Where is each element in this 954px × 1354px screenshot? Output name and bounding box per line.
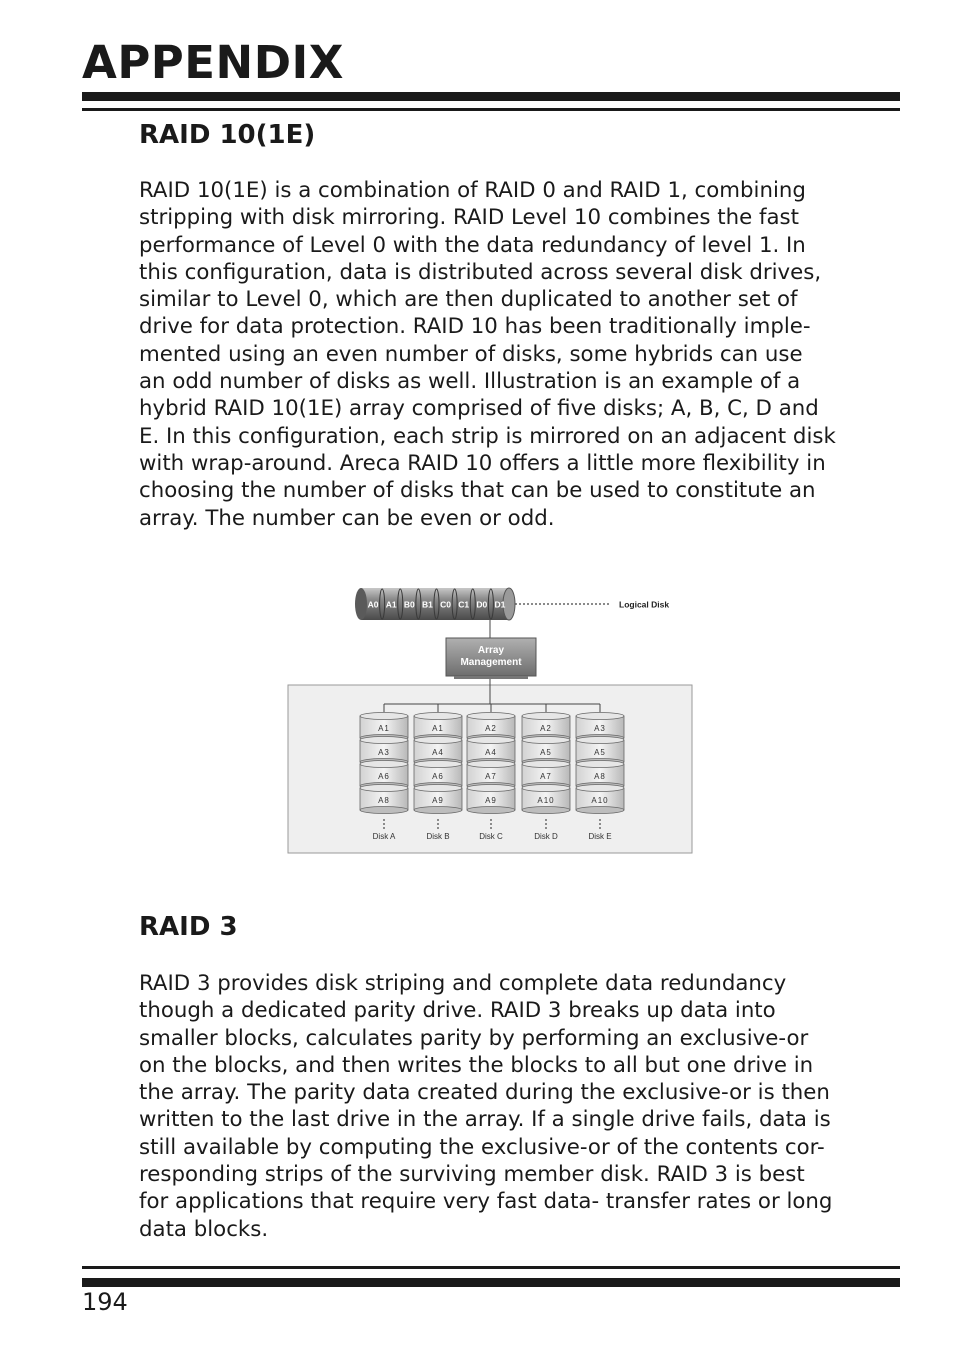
header-rule-thin <box>82 108 900 111</box>
disk-block-top <box>360 713 408 720</box>
text-line: for applications that require very fast data- transfer rates or long <box>139 1189 833 1215</box>
logical-disk <box>355 588 515 620</box>
text-line: the array. The parity data created during the exclusive-or is then <box>139 1080 830 1106</box>
continuation-dot <box>545 819 547 821</box>
continuation-dot <box>437 819 439 821</box>
disk-label: Disk A <box>372 832 396 841</box>
disk-block-label: A9 <box>432 796 444 805</box>
logical-segment-label: B1 <box>422 599 433 610</box>
section-heading-raid3: RAID 3 <box>139 912 238 942</box>
disk-block-top <box>467 761 515 768</box>
text-line: smaller blocks, calculates parity by performing an exclusive-or <box>139 1025 809 1051</box>
disk-block-top <box>414 761 462 768</box>
page-number: 194 <box>82 1288 128 1316</box>
text-line: written to the last drive in the array. If a single drive fails, data is <box>139 1107 831 1133</box>
disk-block-label: A1 <box>378 724 390 733</box>
continuation-dot <box>383 827 385 829</box>
disk-block-top <box>467 737 515 744</box>
continuation-dot <box>545 827 547 829</box>
continuation-dot <box>383 819 385 821</box>
text-line: performance of Level 0 with the data redundancy of level 1. In <box>139 232 806 258</box>
text-line: still available by computing the exclusive-or of the contents cor- <box>139 1134 825 1160</box>
logical-segment-label: A1 <box>385 599 397 610</box>
disk-block-top <box>522 737 570 744</box>
disk-block-edge <box>576 807 624 814</box>
disk-block-top <box>576 737 624 744</box>
disk-block-label: A5 <box>540 748 552 757</box>
disk-block-label: A10 <box>591 796 609 805</box>
continuation-dot <box>437 827 439 829</box>
disk-block-label: A9 <box>485 796 497 805</box>
disk-block-label: A4 <box>432 748 444 757</box>
disk-label: Disk E <box>588 832 612 841</box>
disk-block-edge <box>414 807 462 814</box>
logical-segment-label: C0 <box>440 599 451 610</box>
text-line: array. The number can be even or odd. <box>139 505 555 531</box>
disk-block-top <box>576 713 624 720</box>
page-title: APPENDIX <box>82 36 344 89</box>
text-line: hybrid RAID 10(1E) array comprised of five disks; A, B, C, D and <box>139 396 819 422</box>
disk-block-label: A7 <box>540 772 552 781</box>
text-line: RAID 10(1E) is a combination of RAID 0 and RAID 1, combining <box>139 178 806 203</box>
disk-label: Disk B <box>426 832 450 841</box>
disk-block-label: A6 <box>432 772 444 781</box>
header-rule-thick <box>82 92 900 101</box>
text-line: mented using an even number of disks, some hybrids can use <box>139 341 803 367</box>
disk-label: Disk C <box>479 832 503 841</box>
disk-block-edge <box>360 807 408 814</box>
disk-label: Disk D <box>534 832 558 841</box>
disk-block-label: A10 <box>537 796 555 805</box>
disk-block-label: A6 <box>378 772 390 781</box>
text-line: drive for data protection. RAID 10 has been traditionally imple- <box>139 314 811 340</box>
disk-block-top <box>576 761 624 768</box>
text-line: stripping with disk mirroring. RAID Level 10 combines the fast <box>139 205 799 231</box>
disk-block-top <box>360 785 408 792</box>
text-line: similar to Level 0, which are then duplicated to another set of <box>139 287 798 313</box>
disk-block-top <box>414 785 462 792</box>
disk-block-top <box>467 785 515 792</box>
footer-rule-thick <box>82 1278 900 1287</box>
disk-block-label: A1 <box>432 724 444 733</box>
text-line: responding strips of the surviving member disk. RAID 3 is best <box>139 1162 805 1188</box>
array-management-line1: Array <box>477 645 505 656</box>
continuation-dot <box>545 823 547 825</box>
disk-block-top <box>360 737 408 744</box>
disk-block-top <box>414 713 462 720</box>
continuation-dot <box>490 827 492 829</box>
logical-segment-label: A0 <box>367 599 379 610</box>
disk-block-label: A2 <box>485 724 497 733</box>
disk-block-edge <box>522 807 570 814</box>
disk-block-top <box>467 713 515 720</box>
disk-block-top <box>360 761 408 768</box>
continuation-dot <box>599 819 601 821</box>
array-management-box <box>446 638 536 679</box>
disk-block-label: A4 <box>485 748 497 757</box>
footer-rule-thin <box>82 1266 900 1269</box>
text-line: though a dedicated parity drive. RAID 3 breaks up data into <box>139 998 776 1024</box>
continuation-dot <box>599 823 601 825</box>
disk-block-top <box>414 737 462 744</box>
text-line: with wrap-around. Areca RAID 10 offers a little more flexibility in <box>139 450 826 476</box>
disk-block-edge <box>467 807 515 814</box>
section-heading-raid10: RAID 10(1E) <box>139 120 316 150</box>
continuation-dot <box>437 823 439 825</box>
logical-segment-label: B0 <box>403 599 415 610</box>
disk-block-top <box>522 761 570 768</box>
continuation-dot <box>383 823 385 825</box>
disk-block-label: A3 <box>594 724 606 733</box>
disk-block-label: A8 <box>378 796 390 805</box>
logical-segment-label: C1 <box>458 599 470 610</box>
disk-block-label: A7 <box>485 772 497 781</box>
text-line: data blocks. <box>139 1216 269 1242</box>
disk-block-label: A2 <box>540 724 552 733</box>
logical-disk-label: Logical Disk <box>619 599 670 610</box>
array-management-line2: Management <box>460 657 522 668</box>
disk-block-top <box>576 785 624 792</box>
disk-block-top <box>522 713 570 720</box>
disk-block-top <box>522 785 570 792</box>
logical-segment-label: D1 <box>494 599 506 610</box>
text-line: this configuration, data is distributed across several disk drives, <box>139 259 822 285</box>
text-line: E. In this configuration, each strip is mirrored on an adjacent disk <box>139 423 836 449</box>
text-line: on the blocks, and then writes the blocks to all but one drive in <box>139 1052 814 1078</box>
section-body-raid10 <box>139 177 899 532</box>
continuation-dot <box>490 823 492 825</box>
raid10-diagram <box>287 584 697 856</box>
section-body-raid3 <box>139 970 899 1243</box>
continuation-dot <box>599 827 601 829</box>
disk-block-label: A5 <box>594 748 606 757</box>
disk-block-label: A8 <box>594 772 606 781</box>
logical-segment-label: D0 <box>476 599 488 610</box>
text-line: an odd number of disks as well. Illustration is an example of a <box>139 369 801 395</box>
continuation-dot <box>490 819 492 821</box>
text-line: choosing the number of disks that can be used to constitute an <box>139 478 816 504</box>
disk-block-label: A3 <box>378 748 390 757</box>
text-line: RAID 3 provides disk striping and complete data redundancy <box>139 971 787 996</box>
